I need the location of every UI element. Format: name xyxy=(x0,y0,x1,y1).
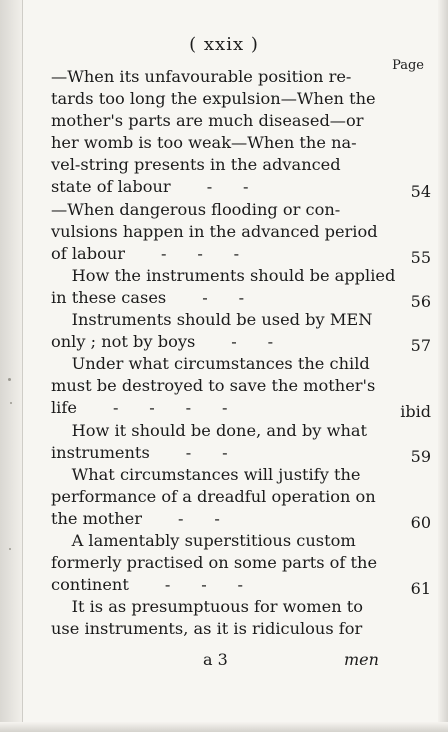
paper-speck xyxy=(10,402,12,404)
contents-entry-line: vulsions happen in the advanced period xyxy=(51,221,378,241)
contents-entry-line: —When dangerous flooding or con- xyxy=(51,199,341,219)
page-number-reference: 57 xyxy=(410,336,431,356)
contents-entry-line: state of labour - - xyxy=(51,177,249,197)
contents-entry-line: A lamentably superstitious custom xyxy=(51,530,356,550)
contents-entry-line: Under what circumstances the child xyxy=(51,354,370,374)
paper-speck xyxy=(8,378,11,381)
catchword: men xyxy=(344,650,379,669)
page-bottom-edge xyxy=(0,722,448,732)
contents-entry-line: must be destroyed to save the mother's xyxy=(51,376,376,396)
contents-entry xyxy=(51,530,431,599)
contents-entry xyxy=(51,66,431,199)
contents-entry-line: only ; not by boys - - xyxy=(51,332,274,352)
contents-entry-line: use instruments, as it is ridiculous for xyxy=(51,619,363,639)
contents-entry-line: in these cases - - xyxy=(51,287,245,307)
contents-entry-line: instruments - - xyxy=(51,442,228,462)
page-header-roman-numeral: ( xxix ) xyxy=(189,34,259,55)
contents-entry-line: performance of a dreadful operation on xyxy=(51,486,376,506)
contents-entry-line: —When its unfavourable position re- xyxy=(51,67,352,86)
page-number-reference: 54 xyxy=(410,181,431,201)
contents-entry-line: vel-string presents in the advanced xyxy=(51,155,341,175)
contents-entry-line: How the instruments should be applied xyxy=(51,265,396,285)
contents-entry-line: mother's parts are much diseased—or xyxy=(51,111,364,131)
page-number-reference: ibid xyxy=(400,402,431,422)
contents-entry-line: formerly practised on some parts of the xyxy=(51,553,378,573)
page-number-reference: 61 xyxy=(410,579,431,599)
page-number-reference: 56 xyxy=(410,291,431,311)
contents-entry-line: It is as presumptuous for women to xyxy=(51,597,364,617)
page-number-reference: 59 xyxy=(410,446,431,466)
contents-entry-line: of labour - - - xyxy=(51,243,240,263)
contents-entry-line: tards too long the expulsion—When the xyxy=(51,89,376,109)
table-of-contents-body xyxy=(51,66,431,640)
contents-entry xyxy=(51,596,431,640)
contents-entry-line: her womb is too weak—When the na- xyxy=(51,133,357,153)
contents-entry-line: Instruments should be used by MEN xyxy=(51,310,373,330)
contents-entry-line: continent - - - xyxy=(51,575,244,595)
contents-entry-line: life - - - - xyxy=(51,398,228,418)
page-gutter-shadow xyxy=(0,0,23,732)
contents-entry-line: What circumstances will justify the xyxy=(51,464,361,484)
page-number-reference: 60 xyxy=(410,512,431,532)
contents-entry xyxy=(51,464,431,530)
contents-entry-line: the mother - - xyxy=(51,508,220,528)
page-number-reference: 55 xyxy=(410,247,431,267)
contents-entry-line: How it should be done, and by what xyxy=(51,420,368,440)
contents-entry xyxy=(51,199,431,265)
contents-entry xyxy=(51,353,431,422)
page-right-edge xyxy=(438,0,448,732)
page-column-label: Page xyxy=(392,58,424,73)
contents-entry xyxy=(51,420,431,464)
paper-speck xyxy=(9,548,11,550)
contents-entry xyxy=(51,309,431,356)
contents-entry xyxy=(51,265,431,309)
printer-signature-mark: a 3 xyxy=(203,650,228,669)
